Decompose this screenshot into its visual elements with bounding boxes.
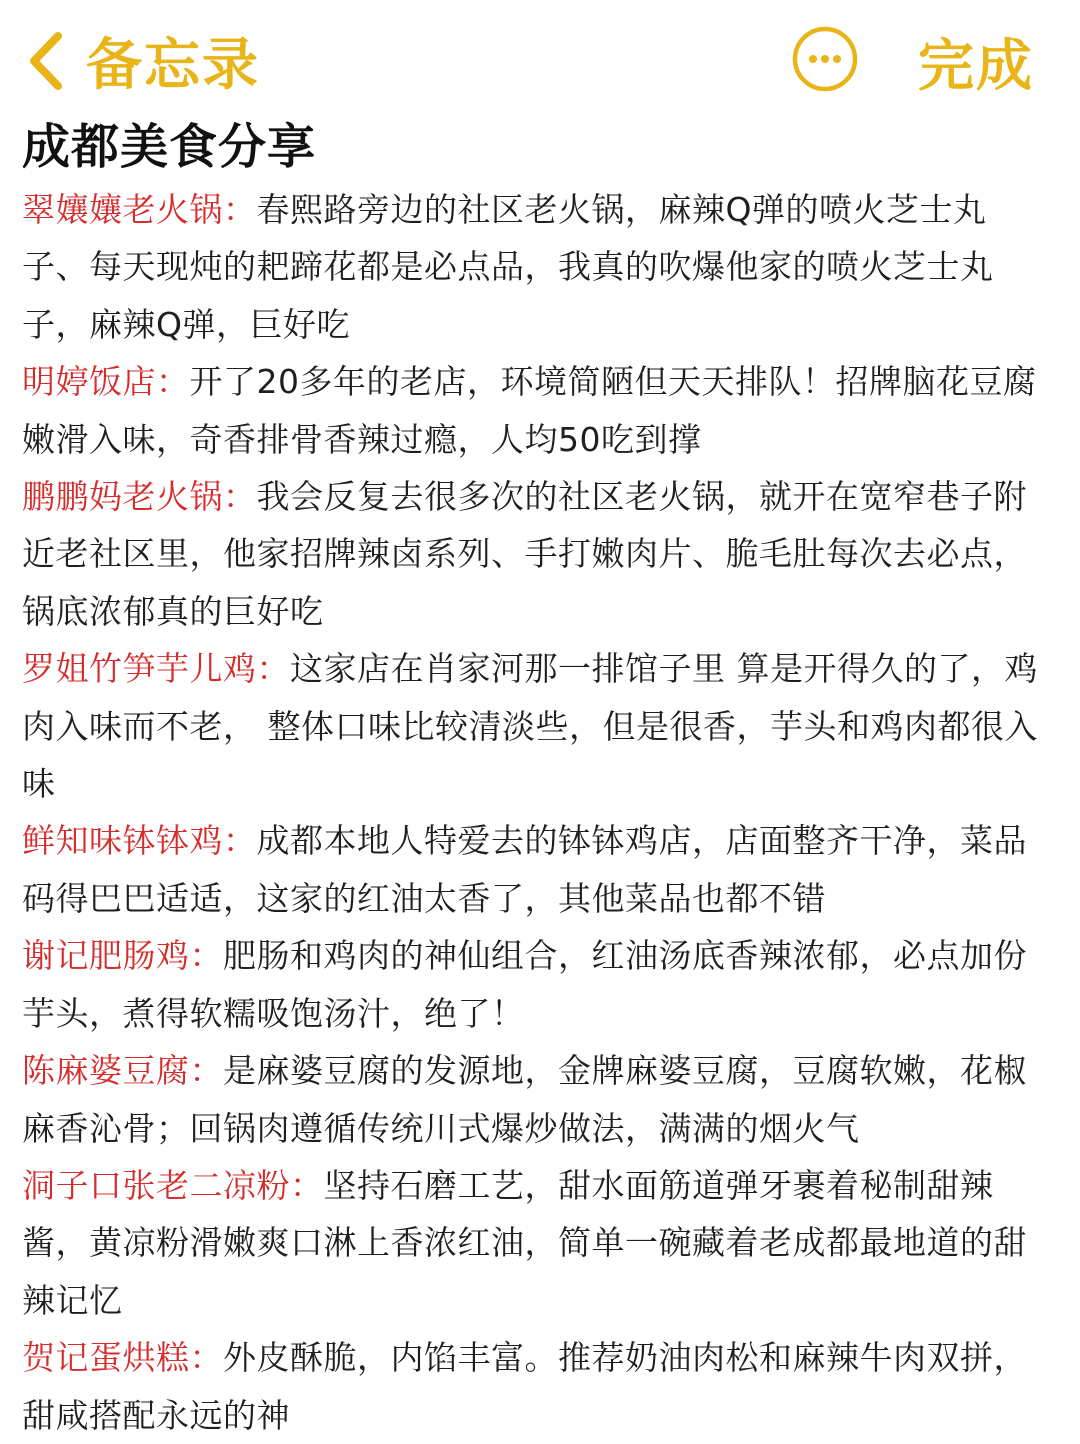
note-body[interactable] [22, 181, 1052, 1444]
navigation-bar [0, 0, 1080, 110]
more-button[interactable] [792, 26, 858, 92]
restaurant-description: 是麻婆豆腐的发源地，金牌麻婆豆腐，豆腐软嫩，花椒麻香沁骨；回锅肉遵循传统川式爆炒做法，满满的烟火气 [22, 1051, 1027, 1148]
done-button[interactable]: 完成 [918, 34, 1034, 99]
restaurant-description: 外皮酥脆，内馅丰富。推荐奶油肉松和麻辣牛肉双拼，甜咸搭配永远的神 [22, 1338, 1027, 1435]
restaurant-name: 陈麻婆豆腐： [22, 1051, 223, 1091]
list-item [22, 1042, 1052, 1157]
list-item [22, 927, 1052, 1042]
restaurant-name: 洞子口张老二凉粉： [22, 1165, 324, 1205]
restaurant-name: 翠孃孃老火锅： [22, 190, 257, 229]
back-button[interactable] [26, 24, 260, 98]
back-label: 备忘录 [86, 33, 260, 98]
restaurant-name: 鲜知味钵钵鸡： [22, 821, 257, 861]
list-item [22, 353, 1052, 468]
restaurant-name: 贺记蛋烘糕： [22, 1338, 223, 1378]
restaurant-description: 肥肠和鸡肉的神仙组合，红油汤底香辣浓郁，必点加份芋头，煮得软糯吸饱汤汁，绝了！ [22, 936, 1027, 1033]
list-item [22, 1157, 1052, 1329]
restaurant-description: 成都本地人特爱去的钵钵鸡店，店面整齐干净，菜品码得巴巴适适，这家的红油太香了，其他菜品也都不错 [22, 821, 1027, 918]
list-item [22, 812, 1052, 927]
restaurant-description: 春熙路旁边的社区老火锅，麻辣Q弹的喷火芝士丸子、每天现炖的耙蹄花都是必点品，我真的吹爆他家的喷火芝士丸子，麻辣Q弹，巨好吃 [22, 190, 994, 344]
restaurant-name: 罗姐竹笋芋儿鸡： [22, 649, 290, 689]
restaurant-description: 开了20多年的老店，环境简陋但天天排队！招牌脑花豆腐嫩滑入味，奇香排骨香辣过瘾，人均50吃到撑 [22, 362, 1037, 459]
chevron-left-icon [26, 30, 66, 92]
list-item [22, 1329, 1052, 1444]
note-title: 成都美食分享 [22, 119, 317, 175]
restaurant-description: 坚持石磨工艺，甜水面筋道弹牙裹着秘制甜辣酱，黄凉粉滑嫩爽口淋上香浓红油，简单一碗藏着老成都最地道的甜辣记忆 [22, 1165, 1027, 1320]
restaurant-description: 我会反复去很多次的社区老火锅，就开在宽窄巷子附近老社区里，他家招牌辣卤系列、手打嫩肉片、脆毛肚每次去必点，锅底浓郁真的巨好吃 [22, 477, 1027, 631]
more-horizontal-icon [792, 26, 858, 92]
restaurant-description: 这家店在肖家河那一排馆子里 算是开得久的了，鸡肉入味而不老， 整体口味比较清淡些，但是很香，芋头和鸡肉都很入味 [22, 649, 1038, 804]
restaurant-name: 谢记肥肠鸡： [22, 936, 223, 976]
restaurant-name: 明婷饭店： [22, 362, 190, 402]
list-item [22, 468, 1052, 640]
list-item [22, 640, 1052, 812]
list-item [22, 181, 1052, 353]
restaurant-name: 鹏鹏妈老火锅： [22, 477, 257, 517]
